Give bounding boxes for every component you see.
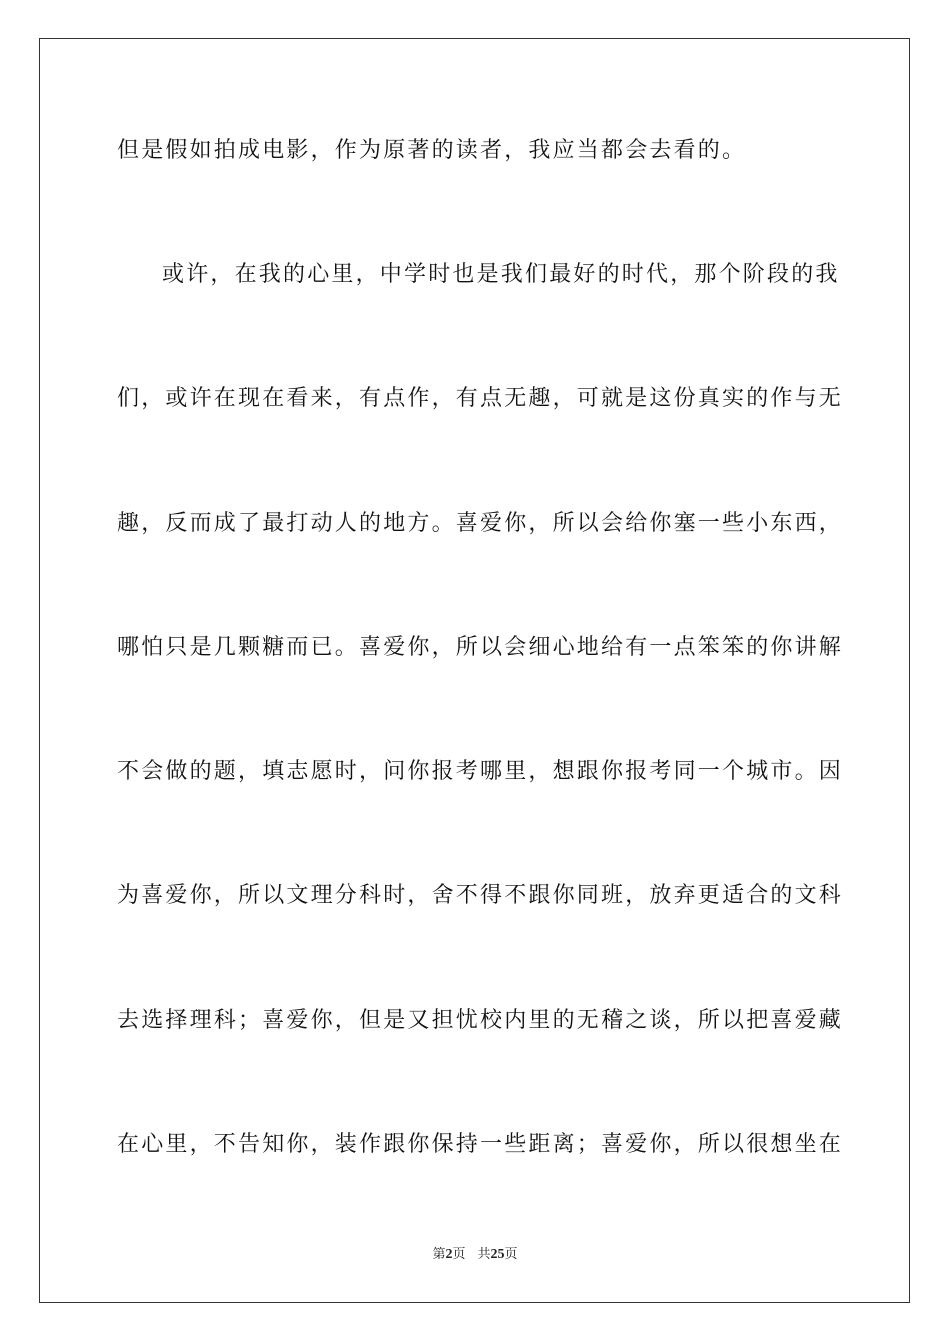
text-line-8: 去选择理科；喜爱你，但是又担忧校内里的无稽之谈，所以把喜爱藏: [117, 1008, 844, 1033]
text-line-1: 但是假如拍成电影，作为原著的读者，我应当都会去看的。: [117, 138, 747, 163]
text-line-3: 们，或许在现在看来，有点作，有点无趣，可就是这份真实的作与无: [117, 386, 844, 411]
text-line-4: 趣，反而成了最打动人的地方。喜爱你，所以会给你塞一些小东西，: [117, 511, 844, 536]
page-suffix: 页: [452, 1247, 466, 1262]
page-prefix: 第: [432, 1247, 446, 1262]
total-prefix: 共: [477, 1247, 491, 1262]
page-border: [39, 38, 910, 1303]
text-line-6: 不会做的题，填志愿时，问你报考哪里，想跟你报考同一个城市。因: [117, 759, 844, 784]
page-number: 2: [445, 1247, 453, 1262]
total-suffix: 页: [504, 1247, 518, 1262]
text-line-5: 哪怕只是几颗糖而已。喜爱你，所以会细心地给有一点笨笨的你讲解: [117, 635, 844, 660]
text-line-9: 在心里，不告知你，装作跟你保持一些距离；喜爱你，所以很想坐在: [117, 1132, 844, 1157]
text-line-7: 为喜爱你，所以文理分科时，舍不得不跟你同班，放弃更适合的文科: [117, 883, 844, 908]
text-line-2: 或许，在我的心里，中学时也是我们最好的时代，那个阶段的我: [162, 262, 840, 287]
page-footer: [0, 1246, 950, 1264]
total-pages: 25: [490, 1247, 505, 1262]
